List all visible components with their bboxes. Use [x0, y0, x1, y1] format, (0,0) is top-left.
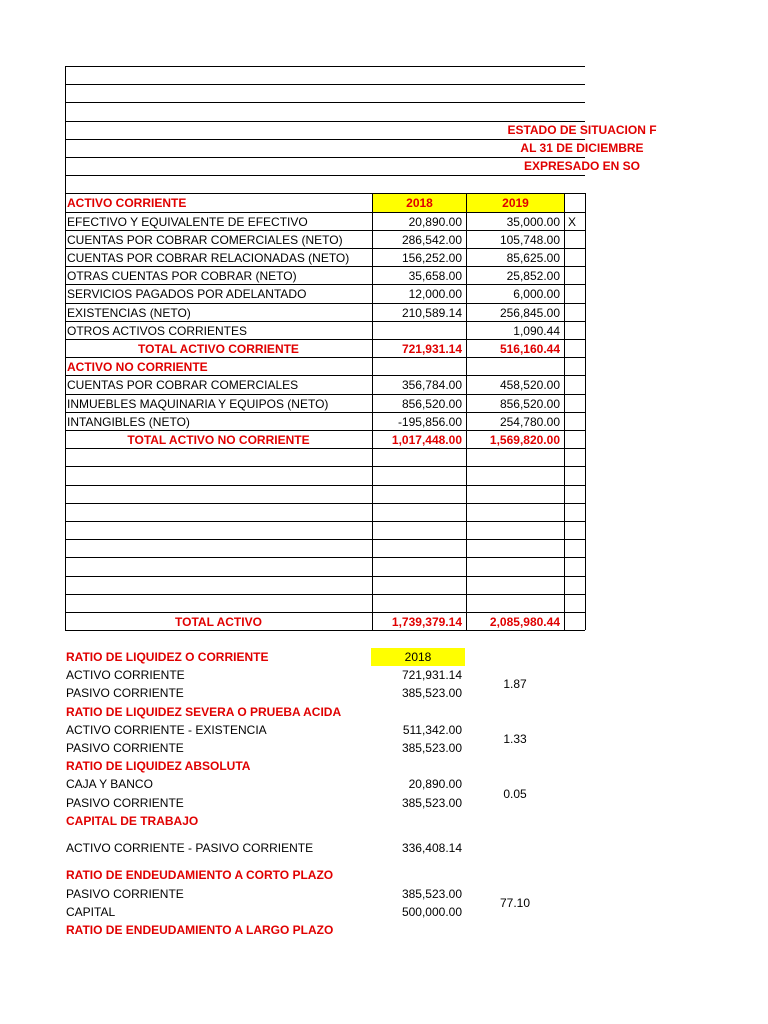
grid-line [65, 102, 585, 103]
grid-line [65, 539, 585, 540]
grid-line [65, 121, 585, 122]
value-2018: 210,589.14 [401, 306, 462, 320]
grid-line [372, 193, 373, 630]
grid-line [65, 84, 585, 85]
ratio-result: 0.05 [503, 787, 527, 801]
grid-line [65, 66, 66, 630]
ratio-row-value: 385,523.00 [401, 741, 462, 755]
ratio-row-label: ACTIVO CORRIENTE - EXISTENCIA [66, 723, 267, 737]
total-activo-2018: 1,739,379.14 [391, 615, 462, 629]
grid-line [466, 193, 467, 630]
ratio-title: RATIO DE LIQUIDEZ SEVERA O PRUEBA ACIDA [66, 705, 342, 719]
value-2018: 20,890.00 [408, 215, 462, 229]
ratio-row-label: PASIVO CORRIENTE [66, 887, 184, 901]
value-2019: 6,000.00 [513, 287, 560, 301]
grid-line [65, 557, 585, 558]
ratio-row-value: 385,523.00 [401, 887, 462, 901]
year-2019-header: 2019 [467, 194, 564, 212]
ratio-row-value: 721,931.14 [401, 668, 462, 682]
grid-line [585, 193, 586, 630]
value-2018 [374, 322, 462, 340]
mark-x: X [568, 215, 577, 229]
ratio-row-value: 336,408.14 [401, 841, 462, 855]
total-activo-no-corriente-label: TOTAL ACTIVO NO CORRIENTE [127, 433, 310, 447]
value-2018: -195,856.00 [397, 415, 462, 429]
statement-date: AL 31 DE DICIEMBRE [520, 141, 644, 155]
row-label: SERVICIOS PAGADOS POR ADELANTADO [67, 287, 307, 301]
total-activo-corriente-label: TOTAL ACTIVO CORRIENTE [138, 342, 299, 356]
value-2019: 256,845.00 [499, 306, 560, 320]
ratio-row-value: 20,890.00 [408, 777, 462, 791]
ratio-row-label: PASIVO CORRIENTE [66, 796, 184, 810]
ratio-title: RATIO DE LIQUIDEZ ABSOLUTA [66, 759, 251, 773]
grid-line [65, 485, 585, 486]
section-activo-corriente: ACTIVO CORRIENTE [67, 196, 187, 210]
value-2019: 105,748.00 [499, 233, 560, 247]
row-label: INMUEBLES MAQUINARIA Y EQUIPOS (NETO) [67, 397, 329, 411]
row-label: EFECTIVO Y EQUIVALENTE DE EFECTIVO [67, 215, 308, 229]
row-label: EXISTENCIAS (NETO) [67, 306, 191, 320]
grid-line [65, 503, 585, 504]
value-2018: 286,542.00 [401, 233, 462, 247]
total-activo-corriente-2019: 516,160.44 [499, 342, 560, 356]
row-label: CUENTAS POR COBRAR COMERCIALES (NETO) [67, 233, 343, 247]
ratio-result: 77.10 [499, 896, 531, 910]
total-activo-corriente-2018: 721,931.14 [401, 342, 462, 356]
grid-line [65, 521, 585, 522]
grid-line [65, 139, 585, 140]
row-label: CUENTAS POR COBRAR RELACIONADAS (NETO) [67, 251, 350, 265]
ratio-title: RATIO DE ENDEUDAMIENTO A LARGO PLAZO [66, 923, 334, 937]
value-2019: 458,520.00 [499, 378, 560, 392]
total-activo-2019: 2,085,980.44 [489, 615, 560, 629]
row-label: OTROS ACTIVOS CORRIENTES [67, 324, 248, 338]
ratio-row-value: 511,342.00 [402, 723, 462, 737]
ratio-row-value: 385,523.00 [401, 686, 462, 700]
ratio-row-label: ACTIVO CORRIENTE - PASIVO CORRIENTE [66, 841, 314, 855]
value-2019: 1,090.44 [513, 324, 560, 338]
grid-line [65, 594, 585, 595]
ratio-row-label: PASIVO CORRIENTE [66, 741, 184, 755]
total-activo-no-corriente-2019: 1,569,820.00 [489, 433, 560, 447]
ratio-row-value: 385,523.00 [401, 796, 462, 810]
ratio-title: RATIO DE ENDEUDAMIENTO A CORTO PLAZO [66, 868, 334, 882]
value-2019: 85,625.00 [506, 251, 560, 265]
value-2019: 254,780.00 [499, 415, 560, 429]
total-activo-label: TOTAL ACTIVO [175, 615, 262, 629]
grid-line [564, 193, 565, 630]
value-2019: 25,852.00 [506, 269, 560, 283]
ratio-row-label: ACTIVO CORRIENTE [66, 668, 185, 682]
value-2018: 35,658.00 [408, 269, 462, 283]
grid-line [65, 466, 585, 467]
value-2018: 856,520.00 [401, 397, 462, 411]
row-label: CUENTAS POR COBRAR COMERCIALES [67, 378, 299, 392]
ratio-row-label: CAPITAL [66, 905, 116, 919]
ratio-row-value: 500,000.00 [401, 905, 462, 919]
grid-line [65, 157, 585, 158]
ratio-title: RATIO DE LIQUIDEZ O CORRIENTE [66, 650, 269, 664]
value-2018: 156,252.00 [401, 251, 462, 265]
ratio-row-label: CAJA Y BANCO [66, 777, 153, 791]
value-2019: 35,000.00 [506, 215, 560, 229]
value-2019: 856,520.00 [499, 397, 560, 411]
statement-currency: EXPRESADO EN SO [523, 159, 641, 173]
ratio-result: 1.33 [503, 732, 527, 746]
row-label: INTANGIBLES (NETO) [67, 415, 190, 429]
grid-line [65, 576, 585, 577]
ratio-year-header: 2018 [371, 648, 465, 666]
total-activo-no-corriente-2018: 1,017,448.00 [391, 433, 462, 447]
grid-line [65, 175, 585, 176]
grid-line [65, 66, 585, 67]
ratio-result: 1.87 [503, 677, 527, 691]
row-label: OTRAS CUENTAS POR COBRAR (NETO) [67, 269, 297, 283]
statement-title: ESTADO DE SITUACION F [507, 123, 657, 137]
ratio-title: CAPITAL DE TRABAJO [66, 814, 199, 828]
year-2018-header: 2018 [373, 194, 466, 212]
value-2018: 356,784.00 [401, 378, 462, 392]
section-activo-no-corriente: ACTIVO NO CORRIENTE [67, 360, 208, 374]
ratio-row-label: PASIVO CORRIENTE [66, 686, 184, 700]
value-2018: 12,000.00 [408, 287, 462, 301]
